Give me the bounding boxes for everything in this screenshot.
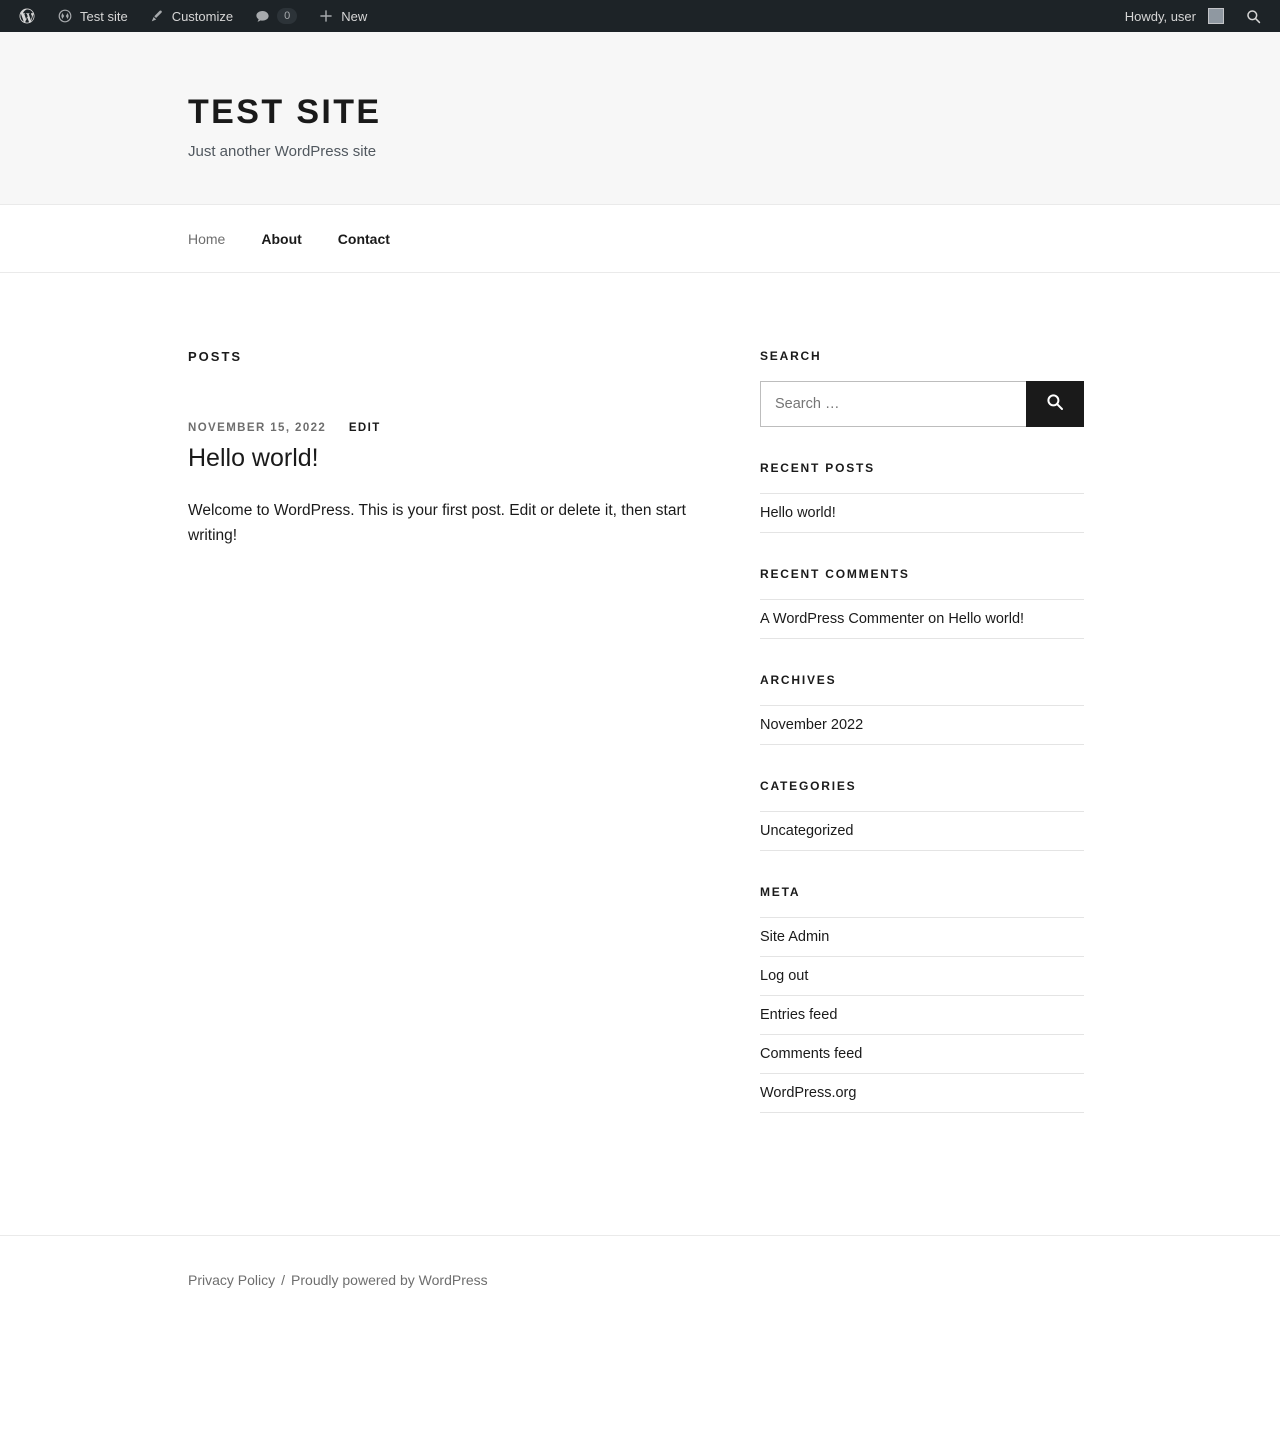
- meta-link-site-admin[interactable]: Site Admin: [760, 928, 830, 945]
- site-header-inner: [188, 92, 1092, 160]
- widget-recent-comments-title: RECENT COMMENTS: [760, 566, 910, 581]
- categories-list: [760, 811, 1084, 851]
- widget-search: [760, 349, 1084, 427]
- list-item: [760, 918, 1084, 957]
- site-header: [0, 32, 1280, 205]
- meta-link-wordpress-org[interactable]: WordPress.org: [760, 1084, 857, 1101]
- recent-post-link[interactable]: Hello world!: [760, 504, 836, 521]
- privacy-policy-link[interactable]: Privacy Policy: [188, 1271, 276, 1288]
- list-item: [760, 1074, 1084, 1113]
- widget-categories: [760, 779, 1084, 851]
- footer-inner: [188, 1272, 1092, 1288]
- list-item: [760, 957, 1084, 996]
- avatar: [1208, 8, 1224, 24]
- plus-icon: [317, 7, 335, 25]
- site-title[interactable]: TEST SITE: [188, 93, 382, 131]
- widget-meta-title: META: [760, 884, 801, 899]
- post-title[interactable]: Hello world!: [188, 443, 319, 472]
- admin-bar-new-content[interactable]: [307, 0, 377, 32]
- nav-list: [188, 205, 1092, 273]
- footer-separator: /: [281, 1271, 286, 1288]
- comment-on-text: on: [924, 610, 949, 627]
- nav-inner: [188, 205, 1092, 273]
- site-footer: [0, 1235, 1280, 1328]
- meta-link-entries-feed[interactable]: Entries feed: [760, 1006, 838, 1023]
- admin-bar: [0, 0, 1280, 32]
- nav-item-home[interactable]: Home: [188, 230, 226, 247]
- recent-comments-list: [760, 599, 1084, 639]
- widget-meta: [760, 885, 1084, 1113]
- widget-archives-title: ARCHIVES: [760, 672, 837, 687]
- comment-author: A WordPress Commenter: [760, 610, 925, 627]
- meta-list: [760, 917, 1084, 1113]
- admin-bar-site-name-label: Test site: [80, 8, 128, 24]
- list-item: [760, 494, 1084, 533]
- list-item: [760, 706, 1084, 745]
- admin-bar-wp-logo[interactable]: [8, 0, 46, 32]
- list-item: [760, 996, 1084, 1035]
- comment-bubble-icon: [253, 7, 271, 25]
- site-description: Just another WordPress site: [188, 142, 377, 160]
- post-edit-link[interactable]: EDIT: [348, 421, 381, 434]
- widget-categories-title: CATEGORIES: [760, 778, 857, 793]
- paintbrush-icon: [148, 7, 166, 25]
- recent-posts-list: [760, 493, 1084, 533]
- admin-bar-my-account[interactable]: [1115, 0, 1234, 32]
- admin-bar-customize-label: Customize: [171, 8, 234, 24]
- admin-bar-comments[interactable]: [243, 0, 307, 32]
- search-icon: [1244, 7, 1262, 25]
- list-item: [760, 812, 1084, 851]
- admin-bar-comments-count: 0: [277, 8, 297, 24]
- search-submit-button[interactable]: [1026, 381, 1084, 427]
- widget-recent-posts: [760, 461, 1084, 533]
- category-link[interactable]: Uncategorized: [760, 822, 854, 839]
- sidebar: [760, 349, 1084, 1147]
- list-item: [760, 600, 1084, 639]
- main-content: [188, 273, 1092, 1147]
- posts-heading: POSTS: [188, 348, 243, 364]
- post-article: [188, 422, 688, 549]
- admin-bar-search[interactable]: [1234, 0, 1272, 32]
- post-date[interactable]: NOVEMBER 15, 2022: [188, 421, 327, 434]
- wordpress-credit-link[interactable]: Proudly powered by WordPress: [291, 1271, 488, 1288]
- dashboard-home-icon: [56, 7, 74, 25]
- post-excerpt: Welcome to WordPress. This is your first post. Edit or delete it, then start writing!: [188, 501, 686, 544]
- admin-bar-site-name[interactable]: [46, 0, 138, 32]
- archives-list: [760, 705, 1084, 745]
- meta-link-log-out[interactable]: Log out: [760, 967, 809, 984]
- widget-recent-comments: [760, 567, 1084, 639]
- primary-navigation: [0, 205, 1280, 273]
- widget-recent-posts-title: RECENT POSTS: [760, 460, 875, 475]
- archive-link[interactable]: November 2022: [760, 716, 864, 733]
- wordpress-logo-icon: [18, 7, 36, 25]
- nav-item-contact[interactable]: Contact: [337, 230, 390, 247]
- meta-link-comments-feed[interactable]: Comments feed: [760, 1045, 863, 1062]
- admin-bar-customize[interactable]: [138, 0, 243, 32]
- admin-bar-new-label: New: [341, 8, 368, 24]
- post-meta: [188, 422, 688, 434]
- widget-search-title: SEARCH: [760, 348, 822, 363]
- admin-bar-howdy-label: Howdy, user: [1124, 8, 1196, 24]
- search-icon: [1045, 392, 1065, 415]
- nav-item-about[interactable]: About: [261, 230, 302, 247]
- comment-post-link[interactable]: Hello world!: [948, 610, 1025, 627]
- list-item: [760, 1035, 1084, 1074]
- search-form: [760, 381, 1084, 427]
- widget-archives: [760, 673, 1084, 745]
- search-input[interactable]: [760, 381, 1026, 427]
- primary-column: [188, 349, 688, 1147]
